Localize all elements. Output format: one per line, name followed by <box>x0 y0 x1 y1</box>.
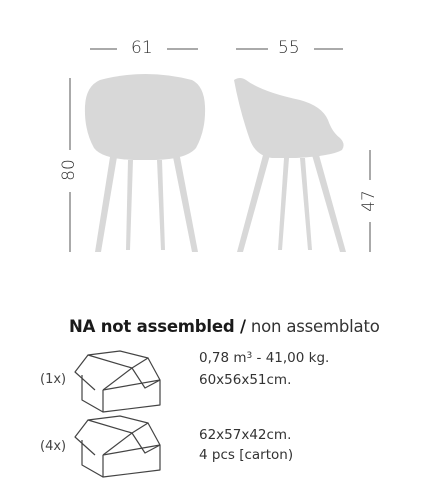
heading-not-assembled: NA not assembled / <box>69 317 246 336</box>
package-1-size: 60x56x51cm. <box>199 372 292 388</box>
package-2-qty: (4x) <box>40 439 67 454</box>
volume-value: 0,78 m <box>199 350 247 366</box>
heading-non-assemblato: non assemblato <box>245 317 380 336</box>
package-1-volume-weight <box>199 349 329 367</box>
volume-exponent: 3 <box>246 351 253 361</box>
package-1-qty: (1x) <box>40 372 67 387</box>
chair-front-view <box>85 74 205 252</box>
width-label: 61 <box>131 38 153 58</box>
height-label: 80 <box>58 159 79 181</box>
chair-side-view <box>234 78 346 252</box>
package-2-pieces: 4 pcs [carton) <box>199 447 294 463</box>
package-2-size: 62x57x42cm. <box>199 427 292 443</box>
carton-box-icon-2 <box>75 416 160 477</box>
carton-box-icon-1 <box>75 351 160 412</box>
depth-label: 55 <box>278 38 300 58</box>
seat-height-label: 47 <box>358 190 379 212</box>
weight-value: - 41,00 kg. <box>252 350 330 366</box>
packaging-heading <box>69 317 380 336</box>
